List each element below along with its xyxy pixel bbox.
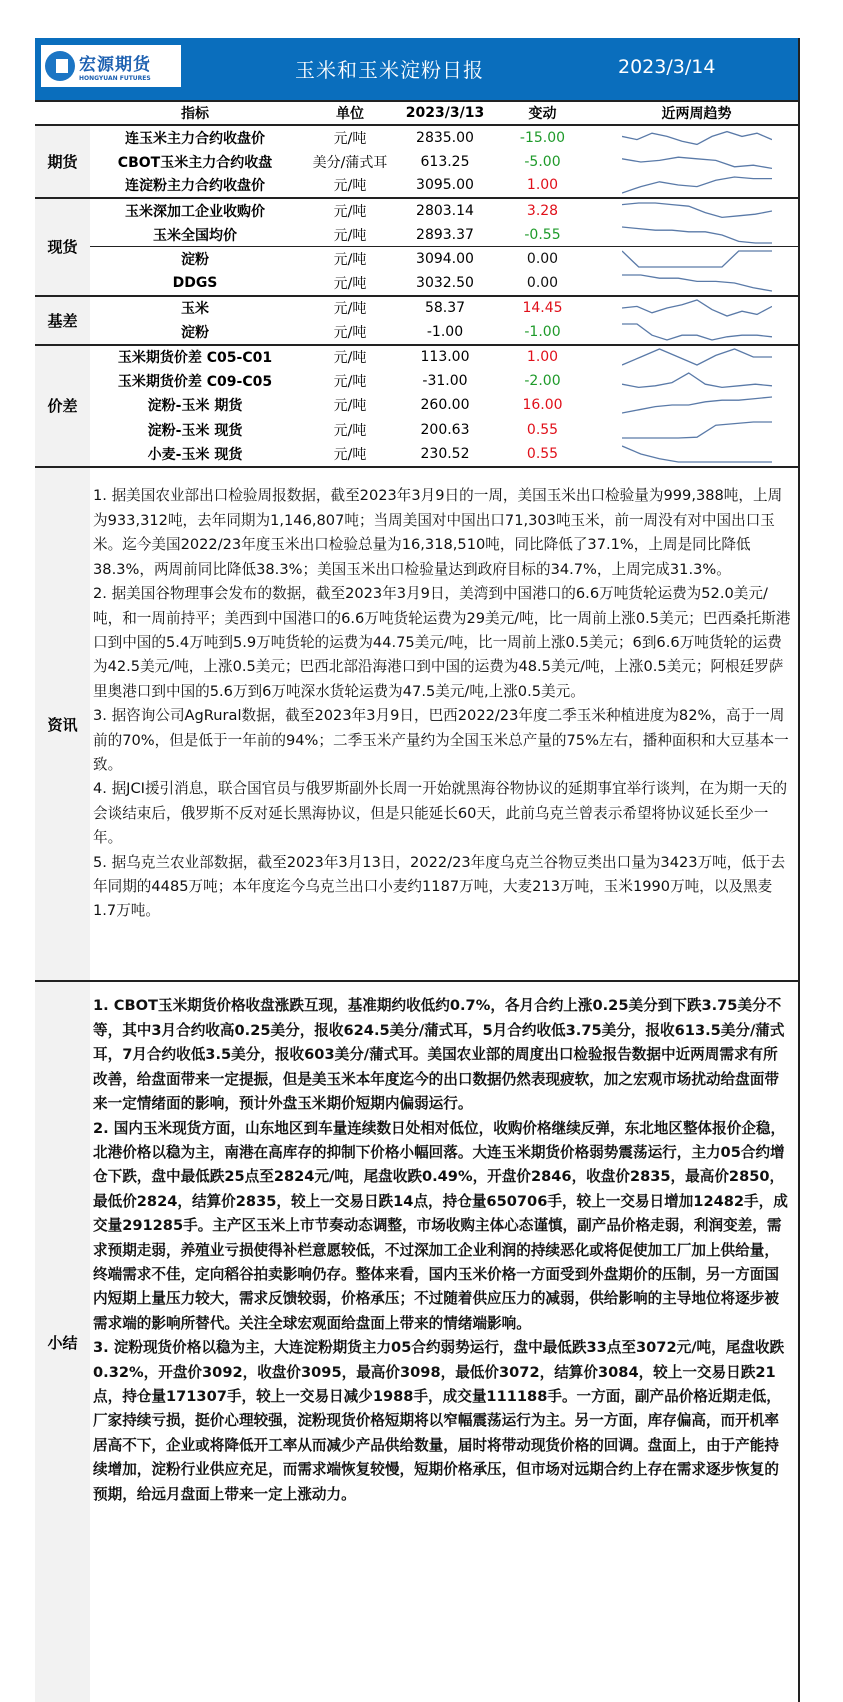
trend-cell [595, 198, 798, 222]
sparkline-chart [622, 347, 772, 367]
news-paragraph: 4. 据JCI援引消息，联合国官员与俄罗斯副外长周一开始就黑海谷物协议的延期事宜举行谈判，在为期一天的会谈结束后，俄罗斯不反对延长黑海协议，但是只能延长60天，此前乌克兰曾表示希望将协议延长至少一年。 [93, 780, 788, 847]
category-label: 基差 [35, 296, 90, 345]
sparkline [622, 300, 772, 316]
table-row [35, 418, 798, 442]
trend-cell [595, 149, 798, 173]
category-label: 现货 [35, 198, 90, 296]
sparkline-chart [622, 201, 772, 221]
indicator-name: 连淀粉主力合约收盘价 [125, 178, 265, 195]
unit: 元/吨 [300, 198, 400, 222]
sparkline [622, 349, 772, 365]
value: 200.63 [420, 421, 470, 438]
change: 0.55 [526, 421, 559, 438]
indicator-name: 玉米 [90, 296, 300, 320]
sparkline-chart [622, 152, 772, 172]
report-header [35, 38, 798, 100]
sparkline-chart [622, 249, 772, 269]
news-paragraph: 2. 据美国谷物理事会发布的数据，截至2023年3月9日，美湾到中国港口的6.6万吨货轮运费为52.0美元/吨，和一周前持平；美西到中国港口的6.6万吨货轮运费为29美元/吨，比一周前上涨0.5美元；巴西桑托斯港口到中国的5.4万吨到5.9万吨货轮的运费为44.75美元/吨，比一周前上涨0.5美元；6到6.6万吨货轮的运费为42.5美元/吨，上涨0.5美元；巴西北部沿海港口到中国的运费为48.5美元/吨，上涨0.5美元；阿根廷罗萨里奥港口到中国的5.6万到6万吨深水货轮运费为47.5美元/吨,上涨0.5美元。 [93, 585, 791, 700]
indicator-name: DDGS [172, 275, 218, 292]
sparkline-chart [622, 298, 772, 318]
category-label: 价差 [35, 345, 90, 467]
indicator-name: 玉米深加工企业收购价 [90, 198, 300, 222]
table-row [35, 369, 798, 393]
news-paragraph: 1. 据美国农业部出口检验周报数据，截至2023年3月9日的一周，美国玉米出口检验量为999,388吨，上周为933,312吨，去年同期为1,146,807吨；当周美国对中国出口71,303吨玉米，前一周没有对中国出口玉米。迄今美国2022/23年度玉米出口检验总量为16,318,510吨，同比降低了37.1%，上周是同比降低38.3%，两周前同比降低38.3%；美国玉米出口检验量达到政府目标的34.7%，上周完成31.3%。 [93, 487, 783, 578]
summary-paragraph: 2. 国内玉米现货方面，山东地区到车量连续数日处相对低位，收购价格继续反弹，东北地区整体报价企稳，北港价格以稳为主，南港在高库存的抑制下价格小幅回落。大连玉米期货价格弱势震荡运行，主力05合约增仓下跌，盘中最低跌25点至2824元/吨，尾盘收跌0.49%，开盘价2846，收盘价2835，最高价2850，最低价2824，结算价2835，较上一交易日跌14点，持仓量650706手，较上一交易日增加12482手，成交量291285手。主产区玉米上市节奏动态调整，市场收购主体心态谨慎，副产品价格走弱，利润变差，需求预期走弱，养殖业亏损使得补栏意愿较低，不过深加工企业利润的持续恶化或将促使加工厂加上供给量，终端需求不佳，定向稻谷拍卖影响仍存。整体来看，国内玉米价格一方面受到外盘期价的压制，另一方面国内短期上量压力较大，需求反馈较弱，价格承压；不过随着供应压力的减弱，供给影响的主导地位将逐步被需求端的影响所替代。关注全球宏观面给盘面上带来的情绪端影响。 [93, 1119, 788, 1332]
change: -2.00 [524, 373, 561, 390]
change: 0.00 [526, 275, 559, 292]
summary-label: 小结 [35, 982, 90, 1702]
sparkline-chart [622, 225, 772, 245]
news-paragraph: 5. 据乌克兰农业部数据，截至2023年3月13日，2022/23年度乌克兰谷物豆类出口量为3423万吨，低于去年同期的4485万吨；本年度迄今乌克兰出口小麦约1187万吨，大麦213万吨，玉米1990万吨，以及黑麦1.7万吨。 [93, 853, 786, 920]
value: 2803.14 [400, 198, 490, 222]
sparkline-chart [622, 444, 772, 464]
trend-cell [595, 296, 798, 320]
value: 2893.37 [416, 226, 474, 243]
unit: 元/吨 [300, 296, 400, 320]
company-logo [41, 45, 181, 87]
header-unit: 单位 [300, 101, 400, 125]
indicator-name: CBOT玉米主力合约收盘 [117, 154, 273, 171]
header-change: 变动 [490, 101, 595, 125]
daily-report [35, 38, 800, 1702]
value: -1.00 [426, 323, 464, 340]
change: 3.28 [490, 198, 595, 222]
change: 1.00 [526, 177, 559, 194]
value: 3094.00 [400, 247, 490, 271]
header-trend: 近两周趋势 [595, 101, 798, 125]
trend-cell [595, 369, 798, 393]
header-date: 2023/3/13 [400, 101, 490, 125]
sparkline [622, 251, 772, 267]
report-title: 玉米和玉米淀粉日报 [295, 58, 484, 82]
sparkline-chart [622, 322, 772, 342]
trend-cell [595, 442, 798, 466]
table-row [35, 247, 798, 271]
summary-section [35, 980, 798, 1702]
news-section [35, 466, 798, 980]
sparkline-chart [622, 128, 772, 148]
sparkline [622, 275, 772, 291]
value: 113.00 [400, 345, 490, 369]
value: 260.00 [420, 397, 470, 414]
logo-cn-text: 宏源期货 [79, 55, 151, 75]
value: 230.52 [420, 446, 470, 463]
sparkline [622, 324, 772, 340]
change: -15.00 [519, 129, 566, 146]
indicator-name: 淀粉 [90, 247, 300, 271]
summary-body [90, 982, 798, 1702]
table-row [35, 198, 798, 222]
indicator-name: 淀粉-玉米 现货 [147, 422, 243, 439]
change: -0.55 [524, 226, 561, 243]
summary-paragraph: 1. CBOT玉米期货价格收盘涨跌互现，基准期约收低约0.7%，各月合约上涨0.25美分到下跌3.75美分不等，其中3月合约收高0.25美分，报收624.5美分/蒲式耳，5月合约收低3.75美分，报收613.5美分/蒲式耳，7月合约收低3.5美分，报收603美分/蒲式耳。美国农业部的周度出口检验报告数据中近两周需求有所改善，给盘面带来一定提振，但是美玉米本年度迄今的出口数据仍然表现疲软，加之宏观市场扰动给盘面带来一定情绪面的影响，预计外盘玉米期价短期内偏弱运行。 [93, 997, 785, 1113]
sparkline [622, 397, 772, 413]
table-row [35, 345, 798, 369]
logo-en-text: HONGYUAN FUTURES [79, 75, 151, 82]
table-row [35, 320, 798, 344]
category-label: 期货 [35, 125, 90, 198]
header-category [35, 101, 90, 125]
table-row [35, 271, 798, 295]
logo-mark-icon [45, 51, 75, 81]
trend-cell [595, 223, 798, 247]
sparkline [622, 373, 772, 387]
table-row [35, 296, 798, 320]
unit: 元/吨 [333, 374, 367, 391]
sparkline [622, 131, 772, 144]
indicator-name: 小麦-玉米 现货 [147, 447, 243, 464]
value: 613.25 [420, 153, 470, 170]
unit: 元/吨 [333, 227, 367, 244]
sparkline [622, 157, 772, 168]
value: -31.00 [422, 373, 468, 390]
news-label: 资讯 [35, 468, 90, 980]
trend-cell [595, 320, 798, 344]
sparkline [622, 422, 772, 438]
unit: 元/吨 [300, 345, 400, 369]
sparkline-chart [622, 273, 772, 293]
change: 1.00 [490, 345, 595, 369]
news-paragraph: 3. 据咨询公司AgRural数据，截至2023年3月9日，巴西2022/23年度二季玉米种植进度为82%，高于一周前的70%，但是低于一年前的94%；二季玉米产量约为全国玉米总产量的75%左右，播种面积和大豆基本一致。 [93, 707, 789, 773]
sparkline [622, 177, 772, 193]
sparkline-chart [622, 420, 772, 440]
table-header-row [35, 101, 798, 125]
trend-cell [595, 393, 798, 417]
trend-cell [595, 125, 798, 149]
table-row [35, 223, 798, 247]
table-row [35, 442, 798, 466]
change: 0.55 [526, 446, 559, 463]
sparkline-chart [622, 371, 772, 391]
report-date: 2023/3/14 [618, 56, 716, 78]
unit: 元/吨 [333, 324, 367, 341]
change: 16.00 [522, 397, 563, 414]
value: 2835.00 [416, 129, 474, 146]
value: 3095.00 [416, 177, 474, 194]
sparkline-chart [622, 175, 772, 195]
unit: 元/吨 [333, 422, 367, 439]
indicator-name: 玉米期货价差 C09-C05 [117, 374, 273, 391]
indicator-name: 连玉米主力合约收盘价 [125, 130, 265, 147]
table-row [35, 149, 798, 173]
unit: 美分/蒲式耳 [312, 154, 388, 171]
trend-cell [595, 271, 798, 295]
sparkline [622, 446, 772, 462]
indicator-name: 淀粉 [181, 324, 209, 341]
change: -1.00 [524, 323, 561, 340]
change: 0.00 [490, 247, 595, 271]
trend-cell [595, 418, 798, 442]
sparkline [622, 203, 772, 217]
unit: 元/吨 [333, 398, 367, 415]
unit: 元/吨 [333, 276, 367, 293]
header-indicator: 指标 [90, 101, 300, 125]
change: -5.00 [524, 153, 561, 170]
indicator-name: 淀粉-玉米 期货 [147, 398, 243, 415]
trend-cell [595, 345, 798, 369]
table-row [35, 174, 798, 198]
indicator-name: 玉米期货价差 C05-C01 [90, 345, 300, 369]
unit: 元/吨 [333, 447, 367, 464]
trend-cell [595, 247, 798, 271]
unit: 元/吨 [300, 247, 400, 271]
unit: 元/吨 [333, 178, 367, 195]
sparkline [622, 227, 772, 243]
news-body [90, 468, 798, 980]
unit: 元/吨 [333, 130, 367, 147]
value: 3032.50 [416, 275, 474, 292]
value: 58.37 [400, 296, 490, 320]
sparkline-chart [622, 395, 772, 415]
change: 14.45 [490, 296, 595, 320]
table-row [35, 125, 798, 149]
indicator-table [35, 100, 798, 466]
indicator-name: 玉米全国均价 [153, 227, 237, 244]
trend-cell [595, 174, 798, 198]
summary-paragraph: 3. 淀粉现货价格以稳为主，大连淀粉期货主力05合约弱势运行，盘中最低跌33点至3072元/吨，尾盘收跌0.32%，开盘价3092，收盘价3095，最高价3098，最低价3072，结算价3084，较上一交易日跌21点，持仓量171307手，较上一交易日减少1988手，成交量111188手。一方面，副产品价格近期走低，厂家持续亏损，挺价心理较强，淀粉现货价格短期将以窄幅震荡运行为主。另一方面，库存偏高，而开机率居高不下，企业或将降低开工率从而减少产品供给数量，届时将带动现货价格的回调。盘面上，由于产能持续增加，淀粉行业供应充足，而需求端恢复较慢，短期价格承压，但市场对远期合约上存在需求逐步恢复的预期，给远月盘面上带来一定上涨动力。 [93, 1339, 785, 1503]
table-row [35, 393, 798, 417]
